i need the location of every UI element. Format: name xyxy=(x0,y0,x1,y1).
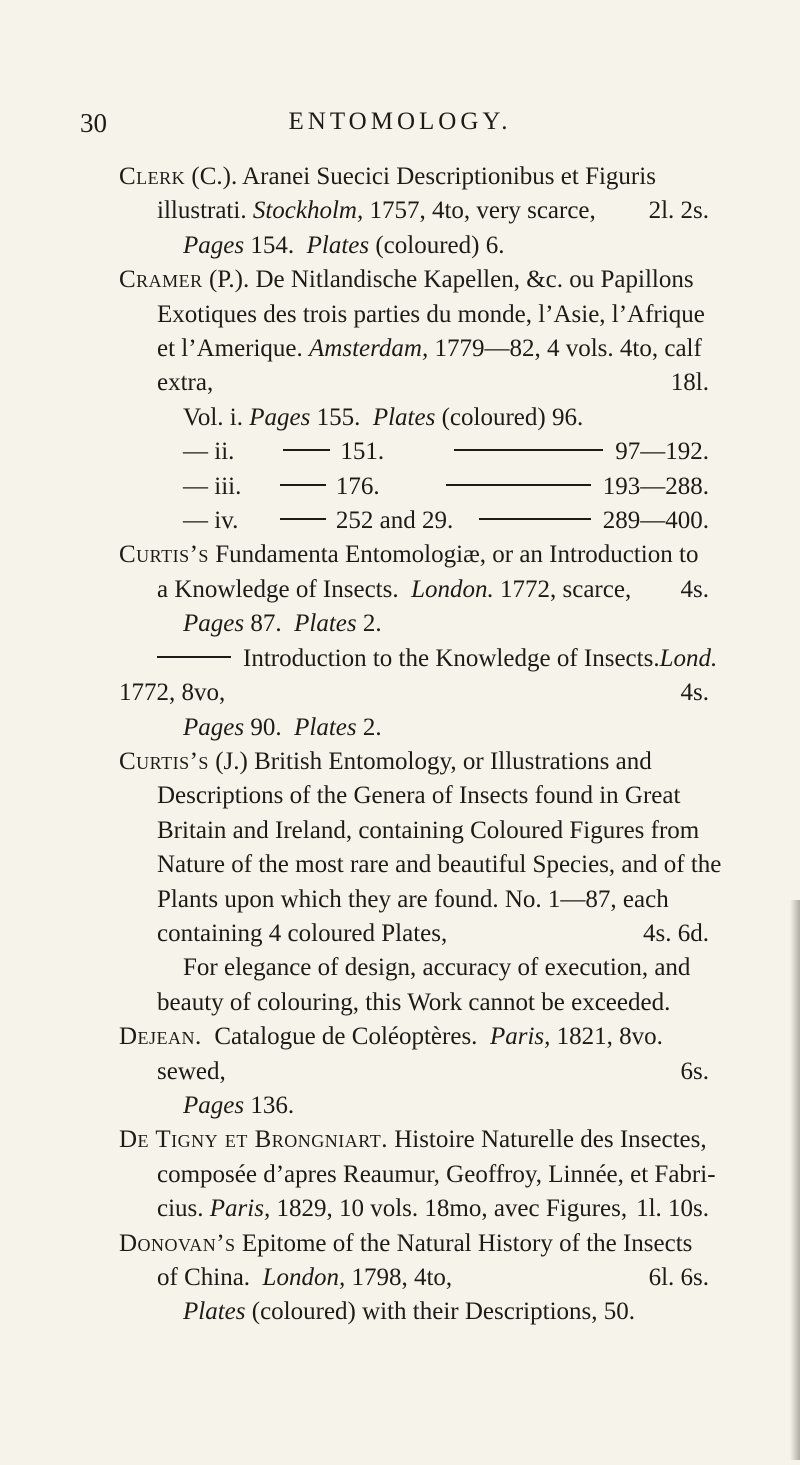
price: 4s. 6d. xyxy=(643,919,709,947)
dash-rule xyxy=(454,449,603,451)
volume-row: — iii. 176. 193—288. xyxy=(183,472,710,500)
ditto-rule xyxy=(157,656,231,658)
price: 6s. xyxy=(680,1057,709,1085)
price: 4s. xyxy=(680,679,709,707)
running-head: ENTOMOLOGY. xyxy=(288,108,512,135)
entry-cramer: Cramer (P.). De Nitlandische Kapellen, &c. ou Papillons Exotiques des trois parties du monde, l’Asie, l’Afrique et l’Amerique. Amsterdam, 1779—82, 4 vols. 4to, calf extra, 18l. Vol. i. Pages 155. Plates (coloured) 96. — ii. 151. 97—192. — iii. 176. 193—288. — iv. 252 and 29. 289—400. xyxy=(119,263,709,538)
price: 6l. 6s. xyxy=(648,1264,709,1291)
entry-donovan: Donovan’s Epitome of the Natural History of the Insects of China. London, 1798, 4to, 6l. 6s. Plates (coloured) with their Descriptions, 50. xyxy=(119,1227,709,1330)
price: 4s. xyxy=(680,575,709,603)
price: 2l. 2s. xyxy=(648,197,709,225)
page-number: 30 xyxy=(80,108,107,138)
dash-rule xyxy=(280,518,326,520)
entry-author: Donovan’s xyxy=(119,1229,236,1257)
entry-author: Curtis’s xyxy=(119,541,209,569)
entry-dejean: Dejean. Catalogue de Coléoptères. Paris, 1821, 8vo. sewed, 6s. Pages 136. xyxy=(119,1020,709,1123)
volume-row: — iv. 252 and 29. 289—400. xyxy=(183,507,709,535)
entry-author: De Tigny et Brongniart. xyxy=(119,1126,388,1154)
price: 18l. xyxy=(670,369,709,397)
volume-row: — ii. 151. 97—192. xyxy=(183,438,709,466)
entry-curtis-british-entomology: Curtis’s (J.) British Entomology, or Illustrations and Descriptions of the Genera of Insects found in Great Britain and Ireland, containing Coloured Figures from Nature of the most rare and beautiful Species, and of the Plants upon which they are found. No. 1—87, each containing 4 coloured Plates, 4s. 6d. For elegance of design, accuracy of execution, and beauty of colouring, this Work cannot be exceeded. xyxy=(119,745,709,1020)
entry-curtis-fundamenta: Curtis’s Fundamenta Entomologiæ, or an Introduction to a Knowledge of Insects. London. 1772, scarce, 4s. Pages 87. Plates 2. xyxy=(119,538,709,641)
entry-author: Clerk xyxy=(119,163,186,190)
entry-author: Dejean. xyxy=(119,1023,202,1051)
entry-clerk: Clerk (C.). Aranei Suecici Descriptionibus et Figuris illustrati. Stockholm, 1757, 4to, very scarce, 2l. 2s. Pages 154. Plates (coloured) 6. xyxy=(119,160,709,263)
entry-author: Curtis’s xyxy=(119,747,209,775)
catalogue-entries xyxy=(119,160,722,1330)
dash-rule xyxy=(280,484,326,486)
entry-curtis-introduction: Introduction to the Knowledge of Insects. Lond. 1772, 8vo, 4s. Pages 90. Plates 2. xyxy=(119,644,718,741)
dash-rule xyxy=(446,484,591,486)
page-edge-shadow xyxy=(790,900,800,1460)
entry-de-tigny: De Tigny et Brongniart. Histoire Naturelle des Insectes, composée d’apres Reaumur, Geoffroy, Linnée, et Fabri- cius. Paris, 1829, 10 vols. 18mo, avec Figures, 1l. 10s. xyxy=(119,1123,709,1226)
dash-rule xyxy=(283,449,331,451)
dash-rule xyxy=(479,518,591,520)
price: 1l. 10s. xyxy=(636,1195,709,1223)
entry-author: Cramer xyxy=(119,266,203,294)
